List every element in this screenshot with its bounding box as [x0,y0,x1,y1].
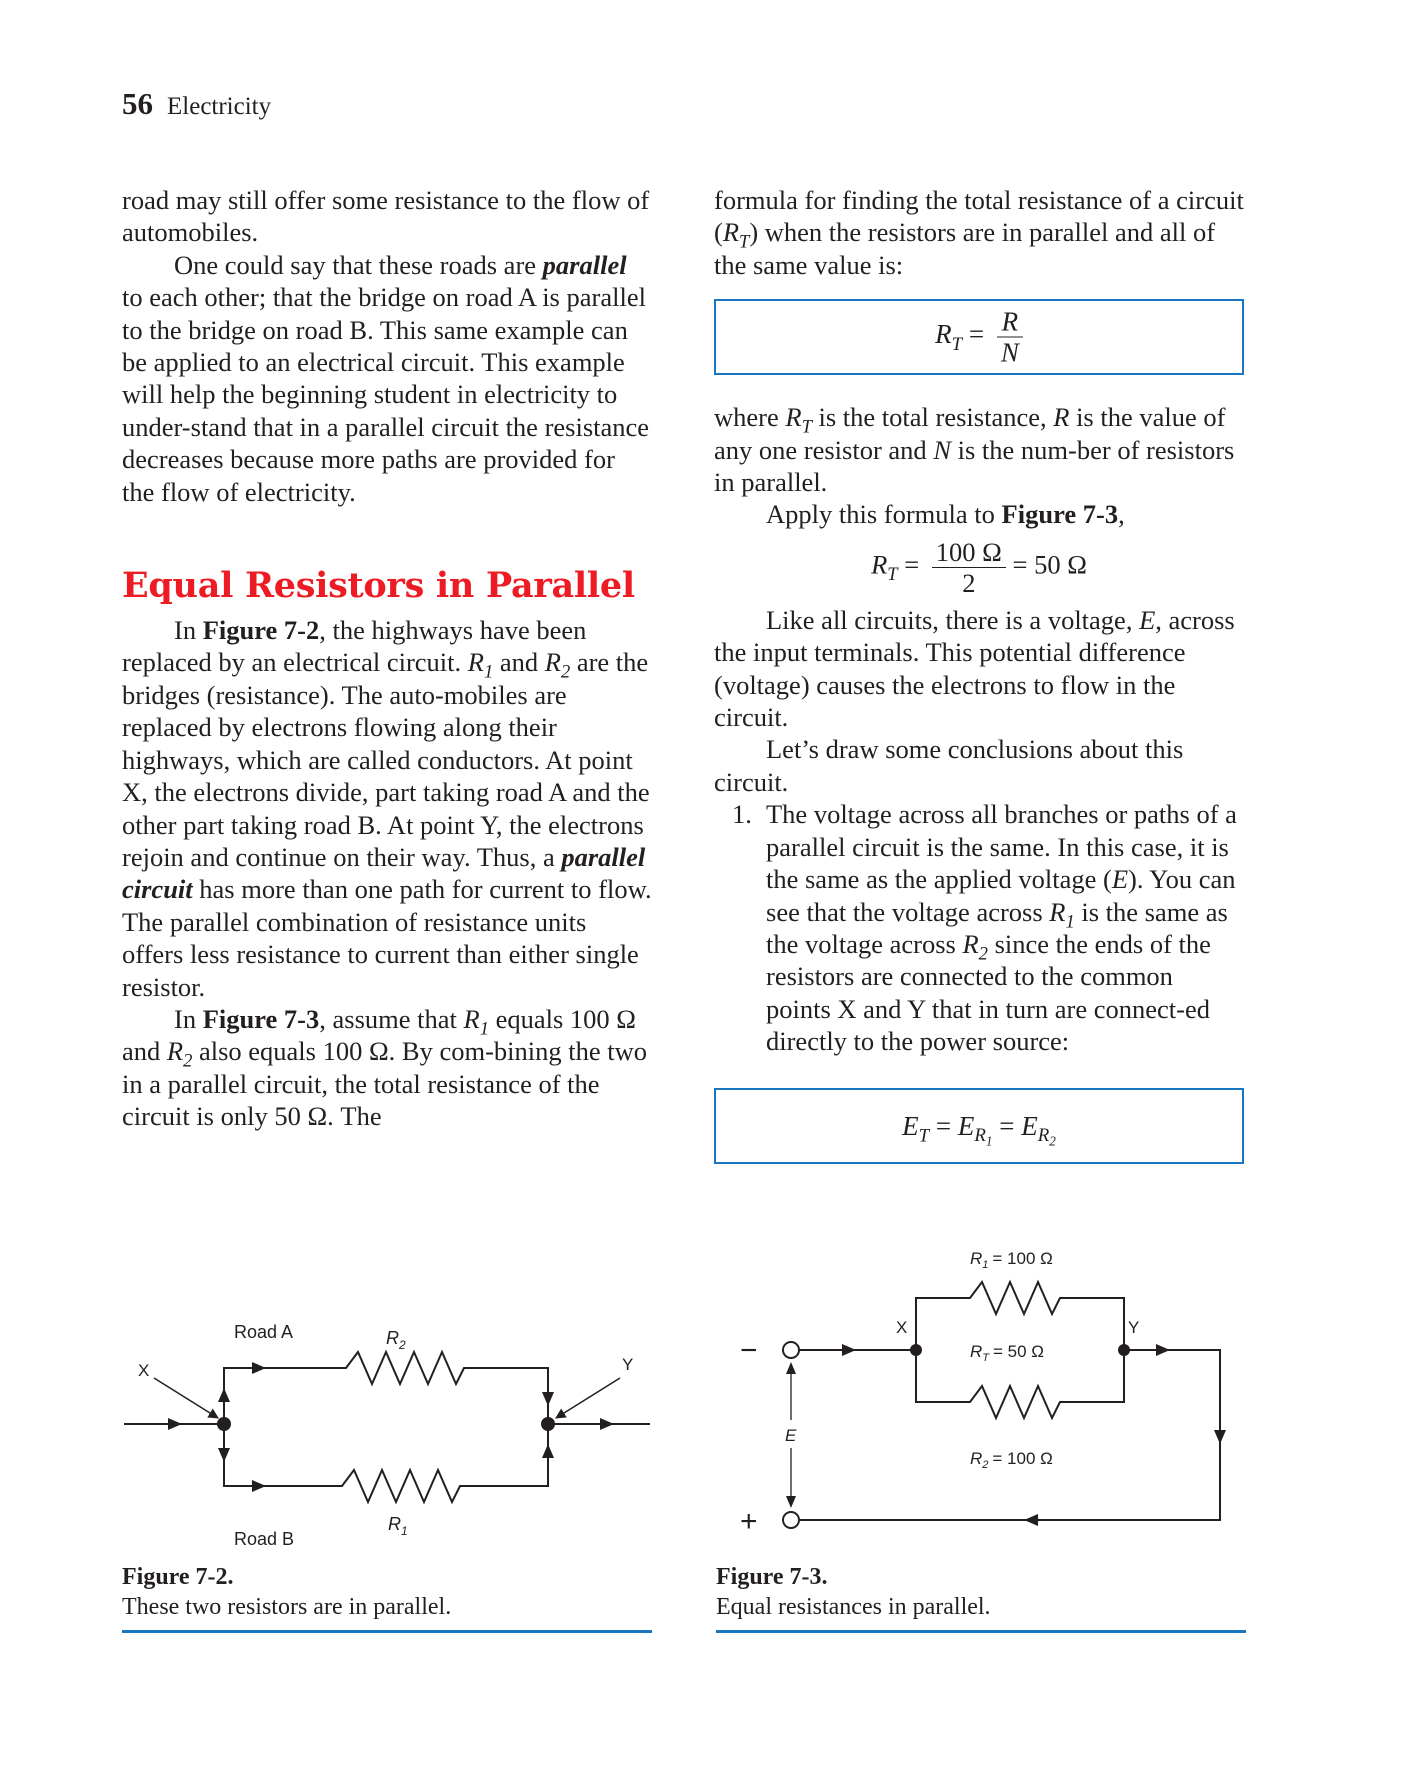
paragraph: Apply this formula to Figure 7-3, [766,499,1125,530]
node-y [1118,1344,1130,1356]
arrows [786,1344,1226,1526]
resistor-r1 [336,1424,548,1502]
paragraph: One could say that these roads are parallel to each other; that the bridge on road A is parallel to the bridge on road B. This same example can be applied to an electrical circuit. This example will help the beginning student in electricity to under-stand that in a parallel circuit the resistance decreases because more paths are provided for the flow of electricity. [122,249,650,507]
caption-label: Figure 7-3. [716,1564,828,1590]
paragraph: Let’s draw some conclusions about this circuit. [714,734,1184,797]
branch-r1 [916,1298,962,1350]
formula-box-rt [714,299,1244,375]
paragraph: In Figure 7-2, the highways have been replaced by an electrical circuit. $R_1$ and $R_2$ are the bridges (resistance). The auto-mobiles are replaced by electrons flowing along their highways, which are called conductors. At point X, the electrons divide, part taking road A and the other part taking road B. At point Y, the electrons rejoin and continue on their way. Thus, a parallel circuit has more than one path for current to flow. The parallel combination of resistance units offers less resistance to current than either single resistor. [122,615,652,1002]
label-r2-value: $R_2 = 100$ Ω [970,1449,1053,1471]
page-number: 56 [122,86,153,121]
term-parallel: parallel [542,249,627,280]
fraction: $\frac{100 \Omega}{2}$ [932,537,1006,598]
figure-7-2-diagram [110,1300,670,1560]
label-y: Y [622,1355,634,1374]
paragraph: In Figure 7-3, assume that $R_1$ equals 100 Ω and $R_2$ also equals 100 Ω. By com-bining the two in a parallel circuit, the total resistance of the circuit is only 50 Ω. The [122,1003,648,1132]
label-r2: $R_2$ [386,1328,406,1352]
formula-et: $E_T = E_{R_1} = E_{R_2}$ [902,1110,1056,1149]
resistor-r1 [962,1282,1124,1350]
label-road-a: Road A [234,1322,294,1342]
paragraph: road may still offer some resistance to the flow of automobiles. [122,185,650,248]
paragraph: where $R_T$ is the total resistance, R is the value of any one resistor and N is the num-ber of resistors in parallel. [714,402,1235,498]
caption-text: Equal resistances in parallel. [716,1594,991,1620]
list-item: 1. The voltage across all branches or paths of a parallel circuit is the same. In this case, it is the same as the applied voltage (E). You can see that the voltage across $R_1$ is the same as the voltage across $R_2$ since the ends of the resistors are connected to the common points X and Y that in turn are connect-ed directly to the power source: [732,799,1237,1057]
node-x [910,1344,922,1356]
page-header [122,86,271,122]
section-title: Electricity [167,93,272,120]
label-x: X [138,1361,150,1380]
label-e: E [785,1426,797,1445]
label-road-b: Road B [234,1529,295,1549]
branch-r2 [916,1350,962,1402]
return-wire [799,1350,1220,1520]
figure-7-2-caption [122,1562,652,1633]
figure-7-3-caption [716,1562,1246,1633]
paragraph: Like all circuits, there is a voltage, E, across the input terminals. This potential difference (voltage) causes the electrons to flow in the circuit. [714,604,1235,733]
right-column [714,184,1244,1190]
left-column [122,184,652,1133]
symbol-plus: + [740,1505,758,1538]
figure-ref: Figure 7-2 [202,615,320,646]
terminal-positive [783,1512,799,1528]
formula-rt: $R_T$ = $\frac{R}{N}$ [716,307,1242,368]
figure-7-3-diagram [724,1230,1244,1560]
label-rt-value: $R_T = 50$ Ω [970,1342,1045,1364]
terminal-negative [783,1342,799,1358]
node-y [541,1417,555,1431]
resistor-r2 [340,1352,548,1424]
node-x [217,1417,231,1431]
figure-ref: Figure 7-3 [202,1003,320,1034]
label-x: X [896,1318,908,1337]
paragraph: formula for finding the total resistance of a circuit $(R_T)$ when the resistors are in parallel and all of the same value is: [714,185,1244,280]
label-r1-value: $R_1 = 100$ Ω [970,1249,1053,1271]
label-y: Y [1128,1318,1140,1337]
symbol-minus: − [740,1334,758,1367]
figure-ref: Figure 7-3 [1001,499,1119,530]
section-heading: Equal Resistors in Parallel [122,565,635,607]
road-a-wire [224,1368,340,1424]
equation-example: $R_T$ = $\frac{100 \Omega}{2}$ = 50 Ω [871,536,1087,598]
road-b-wire [224,1424,336,1486]
formula-box-et [714,1088,1244,1164]
term-parallel-circuit: parallel circuit [122,841,646,905]
caption-text: These two resistors are in parallel. [122,1594,452,1620]
label-r1: $R_1$ [388,1514,408,1538]
caption-label: Figure 7-2. [122,1564,234,1590]
fraction: $\frac{R}{N}$ [997,307,1023,368]
